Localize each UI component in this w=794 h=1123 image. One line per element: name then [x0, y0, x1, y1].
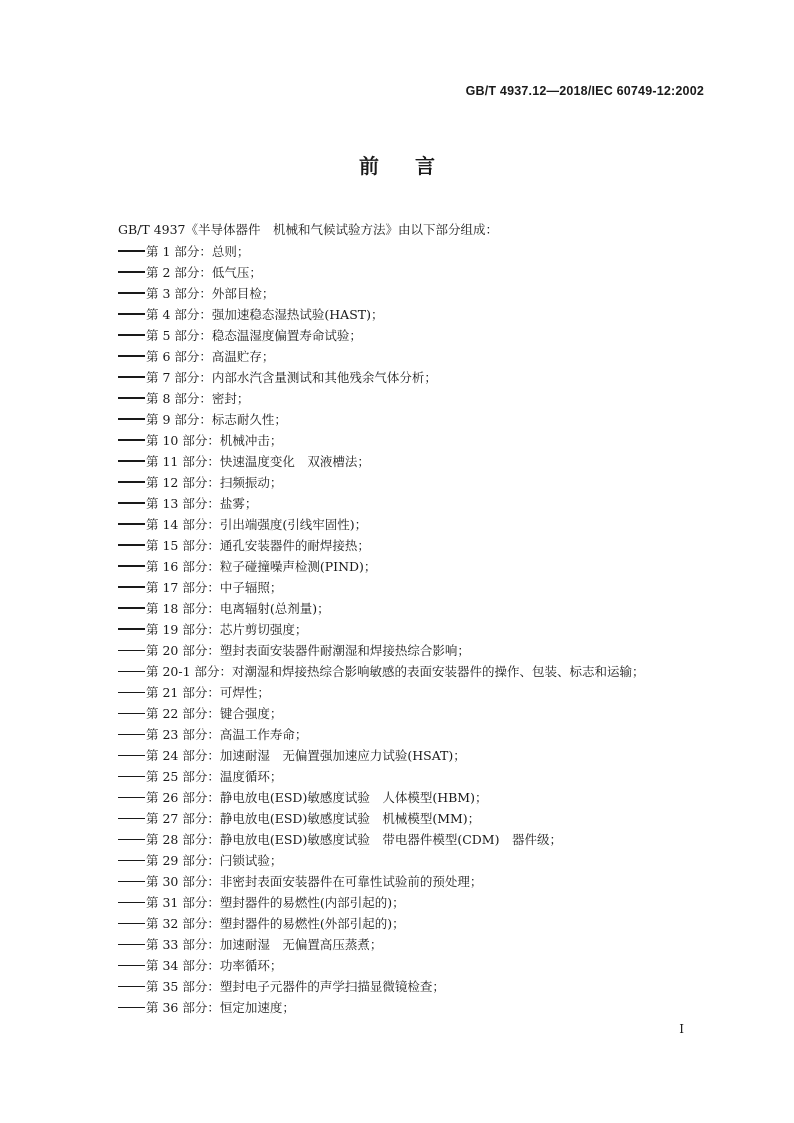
- list-item: [118, 829, 645, 850]
- list-item: [118, 997, 645, 1018]
- list-item: [118, 325, 645, 346]
- part-text: 第 9 部分：标志耐久性；: [146, 411, 287, 427]
- em-dash: [118, 586, 145, 588]
- em-dash: [118, 692, 145, 694]
- em-dash: [118, 481, 145, 483]
- list-item: [118, 514, 645, 535]
- part-text: 第 7 部分：内部水汽含量测试和其他残余气体分析；: [146, 369, 437, 385]
- part-text: 第 6 部分：高温贮存；: [146, 348, 275, 364]
- list-item: [118, 724, 645, 745]
- em-dash: [118, 776, 145, 778]
- part-text: 第 26 部分：静电放电(ESD)敏感度试验 人体模型(HBM)；: [146, 789, 488, 805]
- em-dash: [118, 650, 145, 652]
- list-item: [118, 409, 645, 430]
- part-text: 第 23 部分：高温工作寿命；: [146, 726, 308, 742]
- list-item: [118, 346, 645, 367]
- list-item: [118, 304, 645, 325]
- list-item: [118, 451, 645, 472]
- em-dash: [118, 713, 145, 715]
- parts-list: [118, 241, 645, 1019]
- em-dash: [118, 544, 145, 546]
- part-text: 第 25 部分：温度循环；: [146, 768, 283, 784]
- em-dash: [118, 460, 145, 462]
- part-text: 第 29 部分：闩锁试验；: [146, 852, 283, 868]
- em-dash: [118, 523, 145, 525]
- list-item: [118, 955, 645, 976]
- em-dash: [118, 607, 145, 609]
- part-text: 第 2 部分：低气压；: [146, 264, 262, 280]
- list-item: [118, 661, 645, 682]
- part-text: 第 11 部分：快速温度变化 双液槽法；: [146, 453, 370, 469]
- list-item: [118, 430, 645, 451]
- part-text: 第 15 部分：通孔安装器件的耐焊接热；: [146, 537, 370, 553]
- part-text: 第 18 部分：电离辐射(总剂量)；: [146, 600, 330, 616]
- list-item: [118, 472, 645, 493]
- part-text: 第 27 部分：静电放电(ESD)敏感度试验 机械模型(MM)；: [146, 810, 481, 826]
- part-text: 第 19 部分：芯片剪切强度；: [146, 621, 308, 637]
- em-dash: [118, 439, 145, 441]
- list-item: [118, 808, 645, 829]
- part-text: 第 20-1 部分：对潮湿和焊接热综合影响敏感的表面安装器件的操作、包装、标志和运输；: [146, 663, 645, 679]
- em-dash: [118, 902, 145, 904]
- part-text: 第 12 部分：扫频振动；: [146, 474, 283, 490]
- list-item: [118, 241, 645, 262]
- em-dash: [118, 313, 145, 315]
- em-dash: [118, 860, 145, 862]
- list-item: [118, 871, 645, 892]
- em-dash: [118, 292, 145, 294]
- list-item: [118, 787, 645, 808]
- em-dash: [118, 355, 145, 357]
- em-dash: [118, 818, 145, 820]
- em-dash: [118, 797, 145, 799]
- list-item: [118, 976, 645, 997]
- list-item: [118, 388, 645, 409]
- part-text: 第 13 部分：盐雾；: [146, 495, 258, 511]
- standard-code-header: GB/T 4937.12—2018/IEC 60749-12:2002: [465, 84, 704, 98]
- em-dash: [118, 376, 145, 378]
- em-dash: [118, 944, 145, 946]
- list-item: [118, 766, 645, 787]
- list-item: [118, 850, 645, 871]
- part-text: 第 24 部分：加速耐湿 无偏置强加速应力试验(HSAT)；: [146, 747, 466, 763]
- em-dash: [118, 628, 145, 630]
- part-text: 第 22 部分：键合强度；: [146, 705, 283, 721]
- part-text: 第 8 部分：密封；: [146, 390, 250, 406]
- part-text: 第 36 部分：恒定加速度；: [146, 1000, 295, 1016]
- em-dash: [118, 734, 145, 736]
- list-item: [118, 913, 645, 934]
- part-text: 第 17 部分：中子辐照；: [146, 579, 283, 595]
- part-text: 第 21 部分：可焊性；: [146, 684, 270, 700]
- list-item: [118, 367, 645, 388]
- list-item: [118, 262, 645, 283]
- em-dash: [118, 271, 145, 273]
- list-item: [118, 577, 645, 598]
- part-text: 第 30 部分：非密封表面安装器件在可靠性试验前的预处理；: [146, 873, 483, 889]
- list-item: [118, 892, 645, 913]
- intro-paragraph: GB/T 4937《半导体器件 机械和气候试验方法》由以下部分组成：: [118, 222, 499, 237]
- em-dash: [118, 250, 145, 252]
- part-text: 第 32 部分：塑封器件的易燃性(外部引起的)；: [146, 916, 405, 931]
- part-text: 第 1 部分：总则；: [146, 243, 250, 259]
- list-item: [118, 682, 645, 703]
- em-dash: [118, 1007, 145, 1009]
- part-text: 第 4 部分：强加速稳态湿热试验(HAST)；: [146, 306, 384, 322]
- em-dash: [118, 755, 145, 757]
- list-item: [118, 493, 645, 514]
- em-dash: [118, 418, 145, 420]
- em-dash: [118, 334, 145, 336]
- em-dash: [118, 965, 145, 967]
- page-title: 前言: [359, 154, 471, 178]
- part-text: 第 16 部分：粒子碰撞噪声检测(PIND)；: [146, 558, 377, 574]
- em-dash: [118, 397, 145, 399]
- part-text: 第 35 部分：塑封电子元器件的声学扫描显微镜检查；: [146, 979, 445, 995]
- list-item: [118, 598, 645, 619]
- part-text: 第 20 部分：塑封表面安装器件耐潮湿和焊接热综合影响；: [146, 642, 470, 658]
- part-text: 第 28 部分：静电放电(ESD)敏感度试验 带电器件模型(CDM) 器件级；: [146, 831, 562, 847]
- list-item: [118, 535, 645, 556]
- em-dash: [118, 671, 145, 673]
- list-item: [118, 640, 645, 661]
- list-item: [118, 283, 645, 304]
- list-item: [118, 703, 645, 724]
- em-dash: [118, 923, 145, 925]
- list-item: [118, 745, 645, 766]
- part-text: 第 31 部分：塑封器件的易燃性(内部引起的)；: [146, 894, 405, 910]
- em-dash: [118, 986, 145, 988]
- em-dash: [118, 502, 145, 504]
- em-dash: [118, 565, 145, 567]
- em-dash: [118, 839, 145, 841]
- em-dash: [118, 881, 145, 883]
- part-text: 第 33 部分：加速耐湿 无偏置高压蒸煮；: [146, 937, 383, 953]
- list-item: [118, 556, 645, 577]
- part-text: 第 34 部分：功率循环；: [146, 958, 283, 974]
- part-text: 第 14 部分：引出端强度(引线牢固性)；: [146, 516, 368, 532]
- part-text: 第 5 部分：稳态温湿度偏置寿命试验；: [146, 327, 362, 343]
- list-item: [118, 619, 645, 640]
- part-text: 第 10 部分：机械冲击；: [146, 432, 283, 448]
- list-item: [118, 934, 645, 955]
- part-text: 第 3 部分：外部目检；: [146, 285, 275, 301]
- page-number: I: [679, 1022, 684, 1036]
